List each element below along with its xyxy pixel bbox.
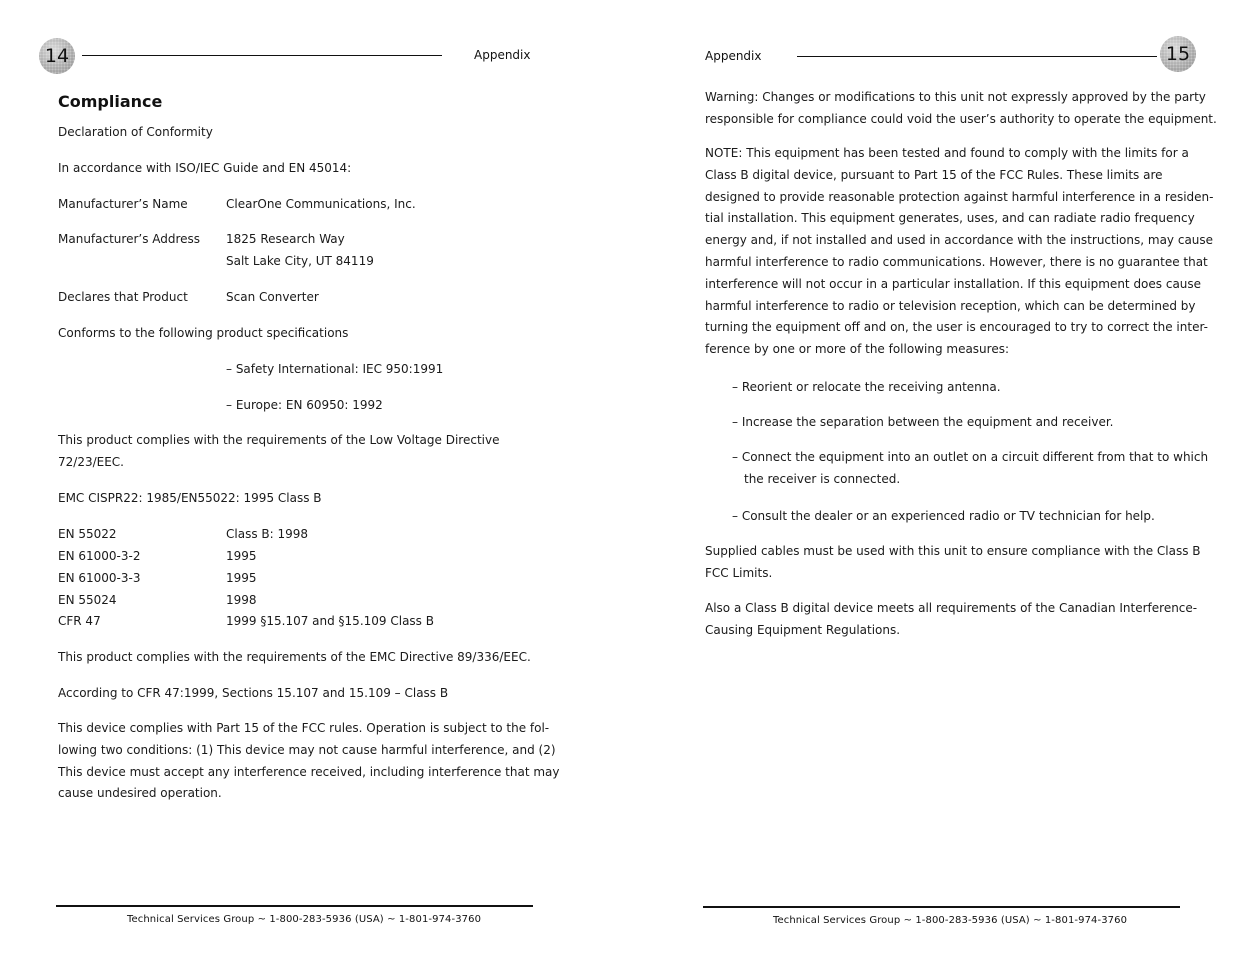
paragraph-line: lowing two conditions: (1) This device may not cause harmful interference, and (2)	[58, 742, 556, 757]
declares-value: Scan Converter	[226, 290, 319, 304]
page-number-badge	[1160, 36, 1196, 72]
lvd-paragraph	[58, 430, 499, 474]
conforms-text: Conforms to the following product specifications	[58, 326, 349, 340]
spec-safety: – Safety International: IEC 950:1991	[226, 362, 444, 376]
standard-value: 1995	[226, 571, 257, 585]
paragraph-line: tial installation. This equipment generates, uses, and can radiate radio frequency	[705, 211, 1195, 226]
accordance-text: In accordance with ISO/IEC Guide and EN 45014:	[58, 161, 352, 175]
footer-contact: Technical Services Group ~ 1-800-283-5936 (USA) ~ 1-801-974-3760	[127, 914, 482, 925]
running-header: Appendix	[474, 48, 531, 62]
emc-class-text: EMC CISPR22: 1985/EN55022: 1995 Class B	[58, 491, 322, 505]
paragraph-line: – Connect the equipment into an outlet on a circuit different from that to which	[732, 450, 1209, 464]
declaration-title: Declaration of Conformity	[58, 125, 213, 139]
footer-rule	[56, 905, 533, 907]
standard-name: EN 61000-3-3	[58, 571, 141, 585]
right-page	[617, 0, 1235, 954]
warning-paragraph	[705, 87, 1217, 131]
measure-item: – Increase the separation between the equipment and receiver.	[732, 415, 1114, 429]
manufacturer-name-value: ClearOne Communications, Inc.	[226, 197, 416, 211]
standard-name: EN 61000-3-2	[58, 549, 141, 563]
header-rule	[797, 56, 1157, 57]
declares-label: Declares that Product	[58, 290, 188, 304]
paragraph-line: energy and, if not installed and used in accordance with the instructions, may cause	[705, 233, 1214, 248]
manufacturer-address-label: Manufacturer’s Address	[58, 232, 201, 246]
standard-name: EN 55022	[58, 527, 117, 541]
measure-item	[732, 447, 1208, 491]
running-header: Appendix	[705, 49, 762, 63]
canadian-paragraph	[705, 598, 1197, 642]
page-number: 15	[1165, 43, 1191, 65]
paragraph-line: harmful interference to radio or television reception, which can be determined by	[705, 298, 1196, 313]
standard-name: CFR 47	[58, 614, 101, 628]
paragraph-line: designed to provide reasonable protection against harmful interference in a residen-	[705, 189, 1214, 204]
spec-europe: – Europe: EN 60950: 1992	[226, 398, 383, 412]
emc-directive-text: This product complies with the requirements of the EMC Directive 89/336/EEC.	[58, 650, 531, 664]
paragraph-line: Class B digital device, pursuant to Part 15 of the FCC Rules. These limits are	[705, 167, 1163, 182]
header-rule	[82, 55, 442, 56]
footer-contact: Technical Services Group ~ 1-800-283-5936 (USA) ~ 1-801-974-3760	[773, 915, 1128, 926]
paragraph-line: This device must accept any interference received, including interference that may	[58, 764, 560, 779]
paragraph-line: Causing Equipment Regulations.	[705, 622, 901, 637]
standard-name: EN 55024	[58, 593, 117, 607]
paragraph-line: Also a Class B digital device meets all requirements of the Canadian Interference-	[705, 601, 1198, 615]
section-heading: Compliance	[58, 92, 163, 111]
manufacturer-address-line2: Salt Lake City, UT 84119	[226, 254, 374, 268]
fcc-part15-paragraph	[58, 718, 560, 805]
footer-rule	[703, 906, 1180, 908]
manufacturer-name-label: Manufacturer’s Name	[58, 197, 188, 211]
paragraph-line: the receiver is connected.	[744, 471, 901, 486]
paragraph-line: ference by one or more of the following measures:	[705, 342, 1010, 357]
paragraph-line: Supplied cables must be used with this unit to ensure compliance with the Class B	[705, 544, 1201, 558]
paragraph-line: harmful interference to radio communications. However, there is no guarantee that	[705, 254, 1208, 269]
cables-paragraph	[705, 541, 1201, 585]
measure-item: – Reorient or relocate the receiving antenna.	[732, 380, 1001, 394]
manufacturer-address-line1: 1825 Research Way	[226, 232, 345, 246]
standard-value: 1995	[226, 549, 257, 563]
paragraph-line: FCC Limits.	[705, 565, 773, 580]
left-page	[0, 0, 617, 954]
paragraph-line: NOTE: This equipment has been tested and found to comply with the limits for a	[705, 146, 1189, 160]
paragraph-line: turning the equipment off and on, the user is encouraged to try to correct the inter-	[705, 320, 1208, 335]
standard-value: Class B: 1998	[226, 527, 309, 541]
page-number-badge	[39, 38, 75, 74]
paragraph-line: cause undesired operation.	[58, 786, 222, 801]
paragraph-line: interference will not occur in a particular installation. If this equipment does cause	[705, 276, 1202, 291]
paragraph-line: 72/23/EEC.	[58, 454, 124, 469]
paragraph-line: This product complies with the requirements of the Low Voltage Directive	[58, 433, 500, 447]
page-number: 14	[44, 45, 70, 67]
standard-value: 1998	[226, 593, 257, 607]
paragraph-line: responsible for compliance could void the user’s authority to operate the equipment.	[705, 111, 1217, 126]
cfr-sections-text: According to CFR 47:1999, Sections 15.107 and 15.109 – Class B	[58, 686, 449, 700]
standard-value: 1999 §15.107 and §15.109 Class B	[226, 614, 434, 628]
note-paragraph	[705, 143, 1214, 361]
measure-item: – Consult the dealer or an experienced radio or TV technician for help.	[732, 509, 1155, 523]
paragraph-line: This device complies with Part 15 of the FCC rules. Operation is subject to the fol-	[58, 721, 550, 735]
paragraph-line: Warning: Changes or modifications to this unit not expressly approved by the party	[705, 90, 1206, 104]
